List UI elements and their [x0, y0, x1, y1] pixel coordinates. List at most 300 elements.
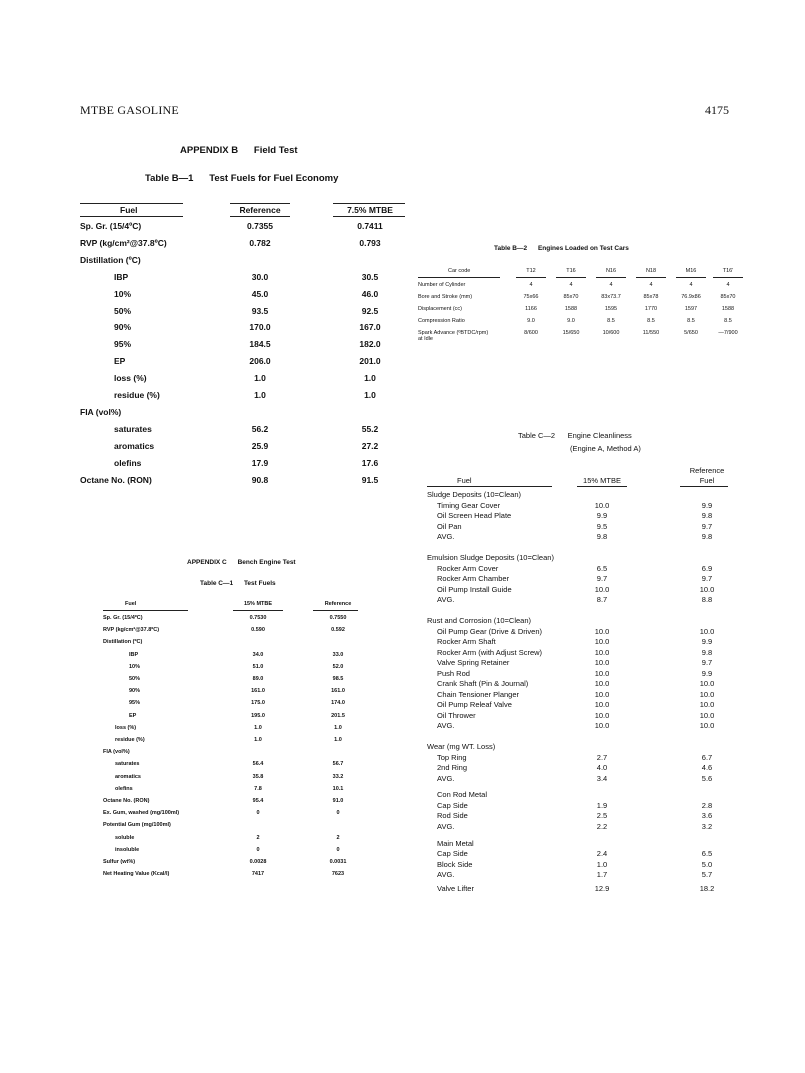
mtbe-value: 0.0028 — [249, 859, 267, 865]
reference-value: 0 — [336, 846, 340, 853]
table-row — [80, 221, 410, 235]
row-label: Potential Gum (mg/100ml) — [103, 822, 171, 829]
table-c2-header-reference: Reference — [689, 466, 725, 475]
table-row — [103, 627, 373, 637]
table-row — [427, 839, 747, 849]
mtbe-value: 10.0 — [594, 689, 610, 699]
table-b2-header-t16-prime: T16' — [722, 268, 734, 274]
row-label: AVG. — [437, 870, 455, 880]
mtbe-value: 91.5 — [361, 474, 379, 485]
mtbe-value: 9.5 — [596, 521, 608, 531]
table-row — [418, 294, 738, 304]
mtbe-value: 0 — [256, 846, 260, 853]
cell-value: 83x73.7 — [601, 294, 621, 300]
row-label: Rocker Arm (with Adjust Screw) — [437, 647, 543, 657]
table-c2-subtitle: (Engine A, Method A) — [570, 444, 641, 453]
row-label: Valve Lifter — [437, 883, 474, 893]
table-row — [427, 585, 747, 595]
row-label: soluble — [115, 834, 135, 841]
table-row — [427, 564, 747, 574]
table-row — [80, 373, 410, 387]
mtbe-value: 0.7411 — [357, 221, 383, 231]
reference-value: 0.782 — [249, 237, 271, 248]
reference-value: 9.9 — [701, 668, 713, 678]
cell-value: —7/900 — [718, 330, 738, 336]
reference-value: 184.5 — [249, 339, 271, 350]
table-row — [103, 664, 373, 674]
row-label: IBP — [129, 651, 139, 658]
reference-value: 174.0 — [331, 700, 345, 707]
row-label: residue (%) — [114, 390, 160, 400]
reference-value: 10.0 — [699, 584, 715, 594]
reference-value: 10.0 — [699, 689, 715, 699]
row-label: 50% — [129, 676, 141, 682]
table-row — [103, 871, 373, 881]
mtbe-value: 7417 — [251, 871, 265, 878]
reference-value: 98.5 — [332, 676, 344, 682]
cell-value: 8.5 — [647, 318, 655, 324]
mtbe-value: 2.4 — [596, 849, 608, 859]
table-row — [103, 737, 373, 747]
mtbe-value: 56.4 — [252, 761, 264, 768]
table-row — [427, 679, 747, 689]
row-label: 95% — [129, 700, 141, 707]
reference-value: 10.0 — [699, 721, 715, 730]
table-c2-header-reference-fuel: Fuel — [699, 476, 715, 485]
row-label: Oil Thrower — [437, 710, 476, 720]
table-row — [427, 742, 747, 752]
cell-value: 1588 — [721, 306, 735, 312]
reference-value: 25.9 — [251, 440, 269, 451]
table-b2-title: Table B—2 Engines Loaded on Test Cars — [494, 245, 629, 252]
reference-value: 170.0 — [249, 322, 271, 333]
row-label: Push Rod — [437, 668, 470, 678]
mtbe-value: 34.0 — [252, 651, 264, 658]
mtbe-value: 10.0 — [594, 584, 610, 594]
mtbe-value: 9.9 — [596, 511, 608, 520]
row-label: 2nd Ring — [437, 763, 468, 772]
reference-value: 93.5 — [251, 305, 269, 316]
row-label: Ex. Gum, washed (mg/100ml) — [103, 810, 180, 817]
table-row — [80, 238, 410, 252]
table-b1 — [80, 203, 410, 493]
reference-value: 33.0 — [332, 651, 344, 658]
table-row — [103, 652, 373, 662]
table-row — [418, 318, 738, 328]
reference-value: 2.8 — [701, 800, 713, 810]
mtbe-value: 10.0 — [594, 658, 610, 667]
reference-value: 9.8 — [701, 511, 713, 520]
table-b1-header-fuel: Fuel — [120, 205, 138, 215]
mtbe-value: 10.0 — [594, 721, 610, 730]
reference-value: 5.6 — [701, 773, 713, 783]
row-label: 90% — [114, 322, 132, 333]
reference-value: 9.9 — [701, 500, 713, 510]
cell-value: 8.5 — [687, 318, 695, 324]
mtbe-value: 1.0 — [254, 724, 262, 731]
table-row — [80, 306, 410, 320]
row-label: Valve Spring Retainer — [437, 658, 510, 667]
mtbe-value: 2 — [256, 834, 260, 841]
cell-value: 10/600 — [602, 330, 620, 336]
table-row — [427, 627, 747, 637]
row-label: RVP (kg/cm²@37.8ºC) — [103, 627, 160, 634]
row-label: Octane No. (RON) — [103, 798, 150, 804]
row-label: Octane No. (RON) — [80, 474, 152, 485]
table-row — [427, 811, 747, 821]
reference-value: 56.2 — [251, 423, 269, 434]
cell-value: 9.0 — [567, 318, 575, 324]
cell-value: 1595 — [604, 306, 618, 312]
running-header-title: MTBE GASOLINE — [80, 103, 179, 117]
reference-value: 10.0 — [699, 626, 715, 636]
row-label: Con Rod Metal — [437, 790, 488, 800]
row-label: 10% — [114, 288, 132, 299]
reference-value: 9.7 — [701, 574, 713, 583]
table-row — [427, 553, 747, 563]
table-row — [427, 700, 747, 710]
row-label: Oil Pump Install Guide — [437, 584, 512, 594]
table-row — [103, 761, 373, 771]
reference-value: 1.0 — [334, 737, 342, 743]
mtbe-value: 55.2 — [361, 423, 379, 434]
row-label: Chain Tensioner Planger — [437, 689, 519, 699]
reference-value: 45.0 — [251, 288, 269, 299]
table-row — [80, 255, 410, 269]
row-label: Rocker Arm Chamber — [437, 574, 510, 583]
mtbe-value: 2.7 — [596, 752, 608, 762]
table-row — [103, 749, 373, 759]
row-label: Number of Cylinder — [418, 282, 466, 288]
row-label: olefins — [115, 785, 133, 792]
mtbe-value: 1.7 — [596, 870, 608, 880]
cell-value: 11/550 — [642, 330, 660, 336]
reference-value: 56.7 — [332, 761, 344, 768]
table-row — [427, 801, 747, 811]
reference-value: 17.9 — [251, 457, 269, 468]
row-label: Oil Pump Releaf Valve — [437, 700, 512, 709]
mtbe-value: 175.0 — [251, 700, 265, 707]
reference-value: 6.5 — [701, 849, 713, 859]
row-label: Crank Shaft (Pin & Journal) — [437, 679, 529, 688]
row-label: Emulsion Sludge Deposits (10=Clean) — [427, 553, 554, 562]
cell-value: 8.5 — [607, 318, 615, 324]
cell-value: 15/650 — [562, 330, 580, 336]
reference-value: 4.6 — [701, 763, 713, 772]
appendix-c-title: APPENDIX C Bench Engine Test — [187, 559, 296, 566]
table-b2 — [418, 266, 748, 366]
mtbe-value: 27.2 — [361, 440, 379, 451]
table-row — [80, 356, 410, 370]
table-b2-header-n16: N16 — [605, 268, 617, 274]
reference-value: 2 — [336, 834, 340, 841]
row-label: 90% — [129, 688, 141, 695]
row-label: Main Metal — [437, 838, 474, 848]
table-b1-header-mtbe: 7.5% MTBE — [347, 205, 393, 215]
row-label: Rod Side — [437, 811, 468, 821]
mtbe-value: 10.0 — [594, 637, 610, 646]
row-label: AVG. — [437, 773, 455, 783]
mtbe-value: 46.0 — [361, 288, 379, 299]
table-row — [427, 721, 747, 731]
table-row — [427, 522, 747, 532]
reference-value: 33.2 — [332, 773, 344, 780]
table-row — [427, 532, 747, 542]
table-row — [103, 822, 373, 832]
table-row — [427, 822, 747, 832]
reference-value: 9.8 — [701, 647, 713, 657]
table-row — [103, 810, 373, 820]
cell-value: 4 — [649, 282, 653, 288]
mtbe-value: 9.7 — [596, 574, 608, 583]
cell-value: 75x66 — [523, 294, 539, 300]
table-c2-header-mtbe: 15% MTBE — [583, 476, 621, 485]
cell-value: 1597 — [684, 306, 698, 312]
row-label: Cap Side — [437, 800, 468, 810]
mtbe-value: 1.0 — [364, 373, 376, 384]
table-row — [80, 407, 410, 421]
reference-value: 30.0 — [251, 271, 269, 282]
mtbe-value: 17.6 — [361, 457, 379, 468]
cell-value: 1166 — [525, 306, 537, 312]
row-label: Net Heating Value (Kcal/l) — [103, 871, 170, 878]
cell-value: 4 — [689, 282, 693, 288]
table-row — [427, 774, 747, 784]
reference-value: 52.0 — [332, 663, 344, 670]
table-row — [103, 688, 373, 698]
row-label: residue (%) — [115, 737, 145, 743]
row-label: Sp. Gr. (15/4ºC) — [103, 615, 143, 621]
reference-value: 3.2 — [701, 821, 713, 831]
table-row — [103, 847, 373, 857]
table-row — [427, 595, 747, 605]
table-row — [427, 574, 747, 584]
table-row — [427, 884, 747, 894]
reference-value: 8.8 — [701, 595, 713, 604]
mtbe-value: 3.4 — [596, 773, 608, 783]
row-label: AVG. — [437, 821, 455, 831]
row-label: Cap Side — [437, 849, 468, 859]
mtbe-value: 1.0 — [254, 737, 262, 743]
mtbe-value: 92.5 — [361, 305, 379, 316]
cell-value: 4 — [569, 282, 573, 288]
cell-value: 8/600 — [524, 330, 538, 336]
row-label: EP — [114, 356, 126, 367]
row-label: Wear (mg WT. Loss) — [427, 742, 496, 751]
row-label: Oil Pan — [437, 521, 462, 531]
reference-value: 1.0 — [254, 390, 266, 400]
table-row — [427, 690, 747, 700]
mtbe-value: 6.5 — [596, 563, 608, 573]
row-label: saturates — [115, 761, 140, 768]
row-label: 50% — [114, 305, 132, 316]
mtbe-value: 8.7 — [596, 595, 608, 604]
cell-value: 1588 — [564, 306, 578, 312]
cell-value: 76.9x86 — [681, 294, 701, 300]
row-label: Sp. Gr. (15/4ºC) — [80, 221, 142, 231]
row-label: Displacement (cc) — [418, 306, 463, 312]
row-label: Oil Pump Gear (Drive & Driven) — [437, 626, 543, 636]
table-row — [427, 637, 747, 647]
table-row — [427, 860, 747, 870]
table-row — [80, 289, 410, 303]
mtbe-value: 2.2 — [596, 821, 608, 831]
row-label: IBP — [114, 271, 129, 282]
reference-value: 161.0 — [331, 688, 345, 695]
row-label: Top Ring — [437, 752, 467, 762]
reference-value: 201.5 — [331, 712, 345, 719]
cell-value: 1770 — [644, 306, 658, 312]
cell-value: 4 — [726, 282, 730, 288]
table-row — [427, 669, 747, 679]
reference-value: 9.7 — [701, 658, 713, 667]
table-row — [418, 282, 738, 292]
table-row — [103, 798, 373, 808]
reference-value: 0.0031 — [329, 859, 347, 865]
table-row — [103, 859, 373, 869]
reference-value: 6.9 — [701, 563, 713, 573]
table-row — [427, 711, 747, 721]
table-row — [418, 330, 738, 340]
table-b2-header-t16: T16 — [566, 268, 576, 274]
reference-value: 7623 — [331, 871, 345, 878]
table-row — [103, 700, 373, 710]
row-label: aromatics — [114, 440, 155, 451]
table-row — [80, 475, 410, 489]
table-b2-header-t12: T12 — [526, 268, 536, 274]
mtbe-value: 10.0 — [594, 679, 610, 688]
row-label: loss (%) — [115, 724, 137, 731]
row-label: Distillation (ºC) — [103, 639, 143, 646]
mtbe-value: 10.0 — [594, 668, 610, 678]
table-row — [103, 615, 373, 625]
table-c1 — [103, 599, 363, 899]
row-label: Timing Gear Cover — [437, 500, 501, 510]
table-row — [418, 306, 738, 316]
cell-value: 8.5 — [724, 318, 732, 324]
page-number: 4175 — [705, 103, 729, 117]
reference-value: 10.1 — [332, 785, 344, 792]
table-row — [427, 790, 747, 800]
table-b2-header-car-code: Car code — [448, 268, 471, 274]
row-label: Bore and Stroke (mm) — [418, 294, 473, 300]
table-row — [80, 441, 410, 455]
row-label: Sulfur (wt%) — [103, 859, 136, 865]
row-label: saturates — [114, 423, 152, 434]
reference-value: 5.0 — [701, 859, 713, 869]
row-label: Block Side — [437, 859, 473, 869]
table-row — [427, 648, 747, 658]
table-b1-header-reference: Reference — [239, 205, 281, 215]
mtbe-value: 10.0 — [594, 500, 610, 510]
reference-value: 206.0 — [249, 356, 271, 367]
cell-value: 4 — [609, 282, 613, 288]
reference-value: 0.592 — [331, 627, 345, 634]
cell-value: 85x70 — [720, 294, 736, 300]
table-row — [427, 763, 747, 773]
table-c1-header-fuel: Fuel — [125, 601, 137, 607]
cell-value: 85x70 — [563, 294, 579, 300]
table-row — [427, 658, 747, 668]
mtbe-value: 35.8 — [252, 773, 264, 780]
table-c1-title: Table C—1 Test Fuels — [200, 580, 276, 587]
mtbe-value: 182.0 — [359, 339, 381, 350]
mtbe-value: 195.0 — [251, 712, 265, 719]
table-row — [103, 786, 373, 796]
reference-value: 5.7 — [701, 870, 713, 880]
table-b2-header-m16: M16 — [685, 268, 697, 274]
cell-value: 5/650 — [684, 330, 698, 336]
cell-value: 85x78 — [643, 294, 659, 300]
table-row — [427, 849, 747, 859]
table-row — [427, 870, 747, 880]
mtbe-value: 10.0 — [594, 710, 610, 720]
table-c1-header-reference: Reference — [324, 601, 352, 607]
table-row — [103, 725, 373, 735]
row-label: Spark Advance (ºBTDC/rpm) — [418, 330, 489, 336]
row-label: Sludge Deposits (10=Clean) — [427, 490, 522, 499]
table-c2-title: Table C—2 Engine Cleanliness — [518, 431, 632, 440]
mtbe-value: 95.4 — [252, 798, 264, 804]
row-label: aromatics — [115, 773, 141, 780]
table-row — [103, 835, 373, 845]
mtbe-value: 4.0 — [596, 763, 608, 772]
row-label: insoluble — [115, 846, 140, 853]
mtbe-value: 0.793 — [359, 237, 381, 248]
mtbe-value: 1.9 — [596, 800, 608, 810]
table-c2 — [427, 466, 757, 906]
row-label: FIA (vol%) — [103, 749, 130, 756]
reference-value: 1.0 — [334, 724, 342, 731]
reference-value: 10.0 — [699, 710, 715, 720]
mtbe-value: 1.0 — [364, 390, 376, 400]
mtbe-value: 10.0 — [594, 626, 610, 636]
mtbe-value: 161.0 — [251, 688, 265, 695]
reference-value: 9.7 — [701, 521, 713, 531]
row-label: Rust and Corrosion (10=Clean) — [427, 616, 532, 625]
mtbe-value: 89.0 — [252, 676, 264, 682]
reference-value: 9.8 — [701, 532, 713, 541]
row-label: olefins — [114, 457, 142, 468]
table-row — [427, 616, 747, 626]
cell-value: 4 — [529, 282, 533, 288]
row-label: loss (%) — [114, 373, 147, 384]
mtbe-value: 12.9 — [594, 883, 610, 893]
mtbe-value: 201.0 — [359, 356, 381, 367]
reference-value: 10.0 — [699, 700, 715, 709]
table-b2-header-n18: N18 — [645, 268, 657, 274]
cell-value: 9.0 — [527, 318, 535, 324]
mtbe-value: 10.0 — [594, 647, 610, 657]
reference-value: 90.8 — [251, 474, 269, 485]
row-label: EP — [129, 712, 137, 719]
reference-value: 3.6 — [701, 811, 713, 821]
row-label: Rocker Arm Shaft — [437, 637, 496, 646]
reference-value: 0.7355 — [247, 221, 273, 231]
row-label: RVP (kg/cm²@37.8ºC) — [80, 237, 167, 248]
table-row — [427, 501, 747, 511]
table-row — [427, 490, 747, 500]
mtbe-value: 0.7530 — [249, 615, 267, 621]
row-label: Compression Ratio — [418, 318, 465, 324]
row-label-continued: at Idle — [418, 336, 433, 342]
reference-value: 10.0 — [699, 679, 715, 688]
mtbe-value: 30.5 — [361, 271, 379, 282]
mtbe-value: 0 — [256, 810, 260, 817]
row-label: Oil Screen Head Plate — [437, 511, 512, 520]
reference-value: 0 — [336, 810, 340, 817]
table-row — [103, 676, 373, 686]
